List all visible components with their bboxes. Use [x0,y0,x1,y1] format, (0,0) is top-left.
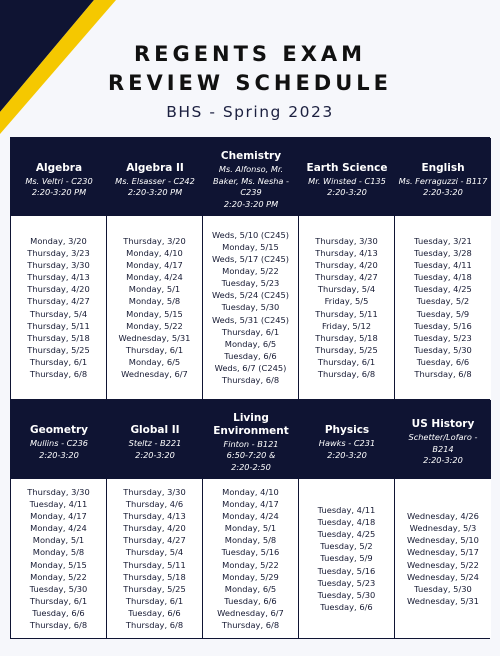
session-date: Tuesday, 3/21 [414,235,472,246]
session-date: Tuesday, 4/18 [317,517,376,528]
session-date: Monday, 5/1 [32,535,85,546]
session-date: Thursday, 3/30 [27,260,90,271]
session-date: Wednesday, 5/3 [409,523,477,534]
subject-name: Living Environment [213,411,289,437]
teacher-room-time: Mullins - C236 [29,438,89,448]
subject-name: Algebra [35,161,83,174]
session-date: Thursday, 3/20 [123,235,186,246]
column-header-global-ii [107,400,203,479]
teacher-room-time: Steltz - B221 [128,438,182,448]
teacher-room-time: 2:20-3:20 PM [31,187,87,197]
subject-name: Geometry [29,424,89,436]
session-date: Thursday, 4/20 [27,284,90,295]
subject-name: English [421,161,465,174]
teacher-room-time: Finton - B121 [223,438,279,449]
teacher-room-time: Ms. Ferraguzzi - B117 [398,175,488,186]
teacher-room-time: Ms. Veltri - C230 [25,175,93,186]
session-date: Tuesday, 6/6 [320,601,373,612]
session-date: Thursday, 5/11 [123,559,186,570]
page-subtitle: BHS - Spring 2023 [166,103,334,121]
session-date: Tuesday, 6/6 [128,607,181,618]
session-date: Monday, 5/15 [126,308,183,319]
session-date: Weds, 5/17 (C245) [211,254,290,265]
teacher-room-time: B214 [432,443,454,454]
session-date: Tuesday, 5/23 [414,332,472,343]
session-date: Thursday, 3/23 [27,248,90,259]
session-date: Thursday, 5/11 [27,320,90,331]
column-header-chemistry [203,138,299,216]
session-date: Monday, 6/5 [128,356,181,367]
session-date: Monday, 5/1 [128,284,181,295]
teacher-room-time: 2:20-3:20 [327,449,367,460]
teacher-room-time: C239 [240,187,262,197]
teacher-room-time: 2:20-3:20 [423,455,463,466]
session-date: Thursday, 6/1 [29,356,88,367]
session-date: Thursday, 5/4 [125,547,184,558]
session-date: Tuesday, 3/28 [414,248,472,259]
teacher-room-time: 2:20-3:20 [135,449,175,460]
session-date: Wednesday, 6/7 [121,368,188,379]
session-date: Thursday, 6/8 [221,375,280,386]
date-list-physics [299,479,395,638]
session-date: Monday, 4/17 [126,260,183,271]
session-date: Monday, 4/17 [30,511,87,522]
session-date: Thursday, 4/27 [27,296,90,307]
session-date: Friday, 5/5 [324,296,369,307]
subject-name: Global II [130,424,180,436]
column-header-living-environment [203,400,299,479]
session-date: Wednesday, 5/10 [407,535,479,546]
session-date: Thursday, 6/8 [221,619,280,630]
session-date: Tuesday, 5/30 [29,583,88,594]
session-date: Tuesday, 5/30 [317,589,376,600]
session-date: Weds, 6/7 (C245) [214,362,287,373]
session-date: Tuesday, 6/6 [32,607,85,618]
session-date: Thursday, 4/6 [125,499,184,510]
session-date: Thursday, 5/18 [315,332,378,343]
session-date: Thursday, 4/20 [123,523,186,534]
session-date: Tuesday, 4/11 [414,260,472,271]
session-date: Wednesday, 6/7 [217,607,284,618]
session-date: Weds, 5/31 (C245) [211,314,290,325]
date-list-english [395,216,491,399]
teacher-room-time: 6:50-7:20 & [226,450,276,461]
date-list-earth-science [299,216,395,399]
session-date: Tuesday, 5/2 [320,541,373,552]
session-date: Thursday, 3/30 [315,235,378,246]
session-date: Monday, 5/15 [222,241,279,252]
session-date: Tuesday, 6/6 [224,350,277,361]
session-date: Weds, 5/10 (C245) [211,229,290,240]
session-date: Monday, 5/22 [222,266,279,277]
session-date: Monday, 5/22 [126,320,183,331]
column-header-algebra [11,138,107,216]
subject-name: US History [411,418,475,431]
column-header-us-history [395,400,491,479]
session-date: Wednesday, 5/17 [407,547,479,558]
session-date: Monday, 3/20 [30,235,87,246]
session-date: Thursday, 5/11 [315,308,378,319]
session-date: Monday, 4/24 [30,523,87,534]
teacher-room-time: Schetter/Lofaro - [408,432,478,443]
session-date: Monday, 5/29 [222,571,279,582]
session-date: Wednesday, 5/31 [118,332,191,343]
session-date: Wednesday, 5/31 [407,595,479,606]
date-list-us-history [395,479,491,638]
session-date: Tuesday, 5/23 [317,577,376,588]
session-date: Tuesday, 4/25 [317,529,376,540]
session-date: Tuesday, 5/30 [414,344,472,355]
column-header-english [395,138,491,216]
teacher-room-time: Hawks - C231 [318,438,376,448]
session-date: Tuesday, 6/6 [416,356,470,367]
page-title-line1: REGENTS EXAM [133,42,367,66]
session-date: Tuesday, 4/18 [414,272,472,283]
teacher-room-time: 2:20-3:20 PM [223,198,279,209]
subject-name: Chemistry [220,150,282,162]
session-date: Tuesday, 5/30 [221,302,280,313]
session-date: Thursday, 6/8 [29,368,88,379]
teacher-room-time: Mr. Winsted - C135 [308,175,386,186]
session-date: Wednesday, 4/26 [407,511,479,522]
session-date: Thursday, 6/1 [29,595,88,606]
page-title-line2: REVIEW SCHEDULE [107,71,393,95]
session-date: Thursday, 5/18 [123,571,186,582]
session-date: Thursday, 6/8 [414,368,472,379]
session-date: Thursday, 5/18 [27,332,90,343]
teacher-room-time: 2:20-2:50 [231,461,271,472]
date-list-global-ii [107,479,203,638]
session-date: Weds, 5/24 (C245) [211,290,290,301]
column-header-algebra-ii [107,138,203,216]
session-date: Tuesday, 5/16 [317,565,376,576]
column-header-physics [299,400,395,479]
session-date: Tuesday, 6/6 [224,595,277,606]
session-date: Monday, 6/5 [224,338,277,349]
session-date: Monday, 5/15 [30,559,87,570]
session-date: Thursday, 4/13 [123,511,186,522]
subject-name: Algebra II [126,161,184,174]
session-date: Thursday, 5/4 [29,308,88,319]
teacher-room-time: 2:20-3:20 PM [127,187,183,197]
session-date: Monday, 5/8 [32,547,85,558]
schedule-table-2 [10,399,490,639]
column-header-earth-science [299,138,395,216]
schedule-table-1 [10,137,490,400]
session-date: Thursday, 4/20 [315,260,378,271]
teacher-room-time: Ms. Elsasser - C242 [115,175,195,186]
column-header-geometry [11,400,107,479]
date-list-geometry [11,479,107,638]
session-date: Monday, 6/5 [224,583,277,594]
session-date: Monday, 4/24 [126,272,183,283]
session-date: Monday, 5/8 [224,535,277,546]
session-date: Thursday, 6/1 [221,326,280,337]
session-date: Thursday, 4/13 [27,272,90,283]
session-date: Thursday, 3/30 [123,486,186,497]
session-date: Thursday, 6/1 [125,595,184,606]
session-date: Tuesday, 5/2 [416,296,470,307]
session-date: Thursday, 3/30 [27,486,90,497]
session-date: Tuesday, 4/11 [29,499,88,510]
session-date: Monday, 5/22 [30,571,87,582]
session-date: Tuesday, 5/9 [416,308,470,319]
date-list-algebra [11,216,107,399]
session-date: Thursday, 4/27 [315,272,378,283]
session-date: Thursday, 6/8 [317,368,376,379]
session-date: Thursday, 6/1 [317,356,376,367]
teacher-room-time: 2:20-3:20 [39,449,79,460]
session-date: Monday, 5/1 [224,523,277,534]
date-list-chemistry [203,216,299,399]
session-date: Monday, 4/10 [126,248,183,259]
session-date: Tuesday, 5/9 [320,553,373,564]
teacher-room-time: Baker, Ms. Nesha - [213,175,289,186]
session-date: Tuesday, 5/30 [414,583,472,594]
session-date: Thursday, 6/8 [125,619,184,630]
session-date: Thursday, 5/4 [317,284,376,295]
session-date: Thursday, 5/25 [27,344,90,355]
session-date: Monday, 5/8 [128,296,181,307]
session-date: Wednesday, 5/22 [407,559,479,570]
subject-name: Earth Science [306,161,388,174]
session-date: Thursday, 4/27 [123,535,186,546]
session-date: Tuesday, 4/11 [317,505,376,516]
teacher-room-time: 2:20-3:20 [327,187,367,197]
session-date: Monday, 4/17 [222,499,279,510]
session-date: Friday, 5/12 [321,320,372,331]
session-date: Thursday, 5/25 [123,583,186,594]
session-date: Thursday, 5/25 [315,344,378,355]
session-date: Tuesday, 5/23 [221,278,280,289]
date-list-algebra-ii [107,216,203,399]
session-date: Thursday, 6/1 [125,344,184,355]
session-date: Tuesday, 4/25 [414,284,472,295]
session-date: Monday, 5/22 [222,559,279,570]
session-date: Tuesday, 5/16 [221,547,280,558]
session-date: Thursday, 6/8 [29,619,88,630]
session-date: Wednesday, 5/24 [407,571,479,582]
session-date: Thursday, 4/13 [315,248,378,259]
teacher-room-time: 2:20-3:20 [423,187,463,197]
date-list-living-environment [203,479,299,638]
subject-name: Physics [324,424,370,436]
session-date: Monday, 4/10 [222,486,279,497]
session-date: Monday, 4/24 [222,511,279,522]
session-date: Tuesday, 5/16 [414,320,472,331]
teacher-room-time: Ms. Alfonso, Mr. [218,164,284,174]
